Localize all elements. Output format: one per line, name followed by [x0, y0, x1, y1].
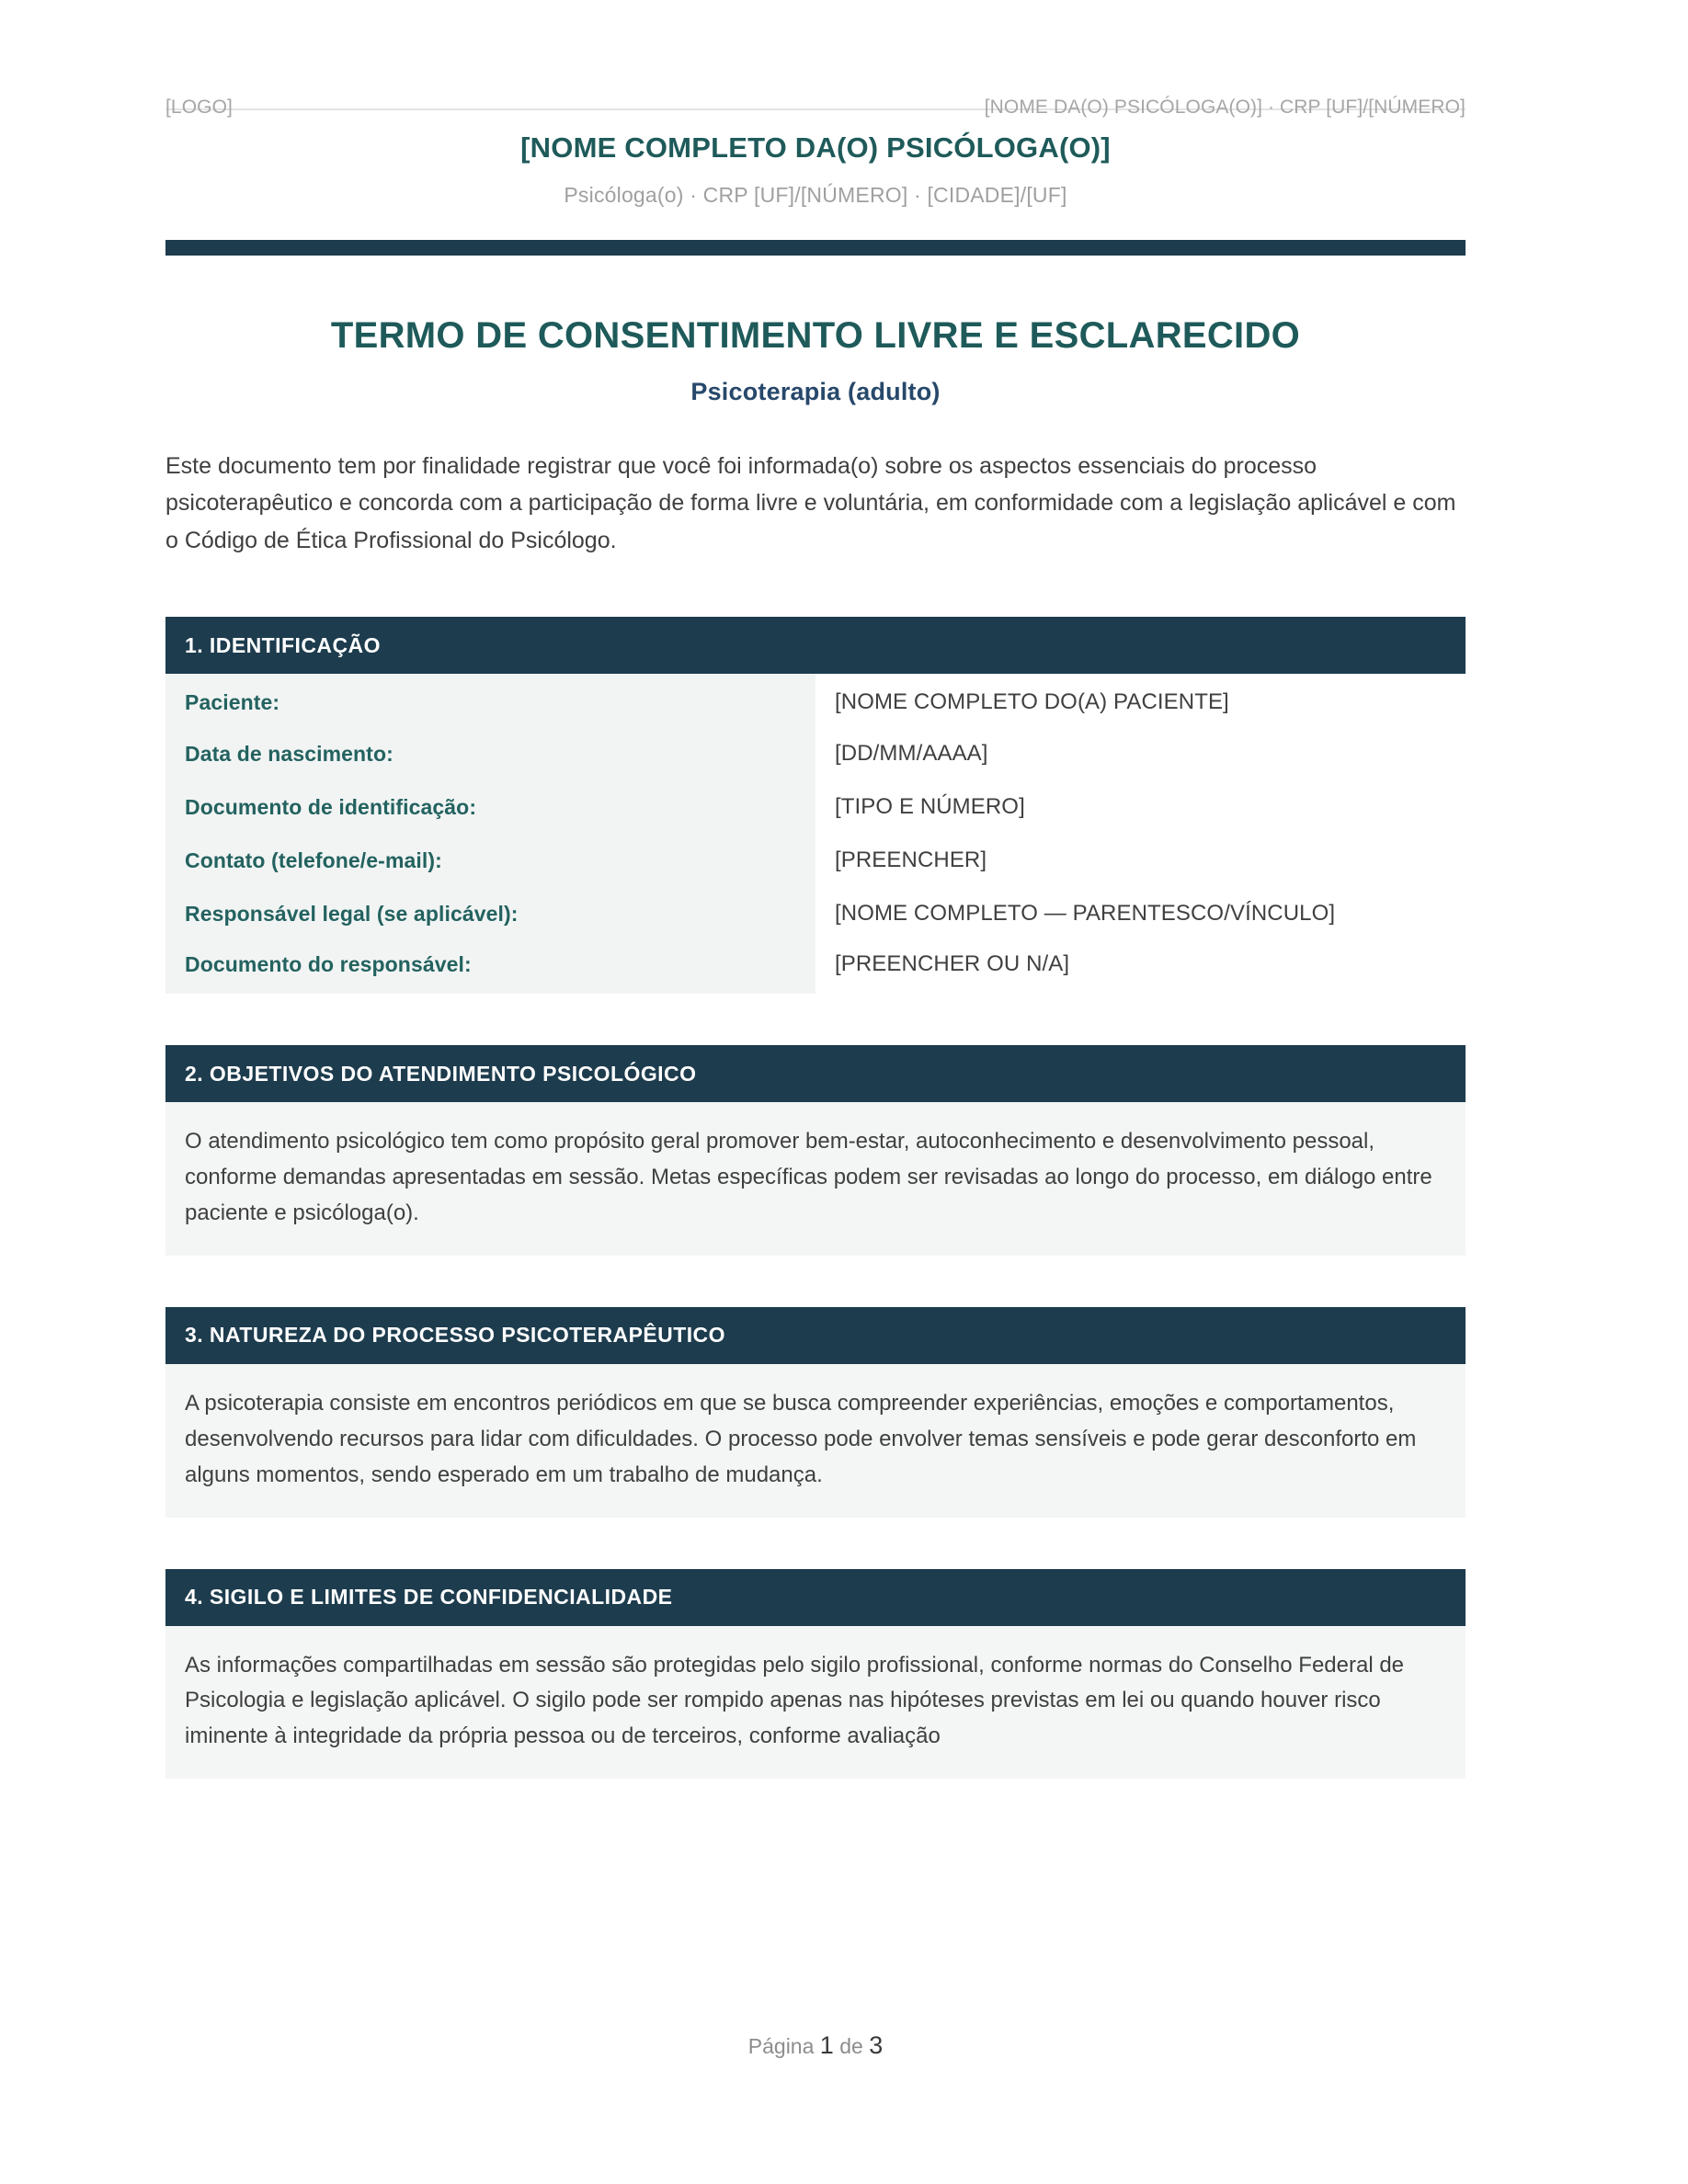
row-label: Documento do responsável: [165, 940, 815, 994]
row-value[interactable]: [DD/MM/AAAA] [815, 727, 1466, 780]
section-sigilo [165, 1569, 1466, 1780]
section-paragraph: As informações compartilhadas em sessão são protegidas pelo sigilo profissional, conforme normas do Conselho Federal de Psicologia e legislação aplicável. O sigilo pode ser rompido apenas nas hipóteses previstas em lei ou quando houver risco iminente à integridade da própria pessoa ou de terceiros, conforme avaliação [185, 1652, 1405, 1749]
spacer [165, 1518, 1466, 1569]
section-heading-label: 2. OBJETIVOS DO ATENDIMENTO PSICOLÓGICO [185, 1061, 697, 1086]
section-identificacao [165, 617, 1466, 994]
table-row [165, 940, 1466, 994]
row-value[interactable]: [PREENCHER OU N/A] [815, 940, 1466, 994]
brand-accent-bar [165, 240, 1466, 256]
section-paragraph: A psicoterapia consiste em encontros periódicos em que se busca compreender experiências, emoções e comportamentos, desenvolvendo recursos para lidar com dificuldades. O processo pode envolver temas sensíveis e pode gerar desconforto em alguns momentos, sendo esperado em um trabalho de mudança. [185, 1390, 1417, 1487]
running-header [165, 0, 1466, 118]
spacer [165, 1256, 1466, 1307]
document-title: TERMO DE CONSENTIMENTO LIVRE E ESCLARECIDO [330, 314, 1301, 356]
table-row [165, 674, 1466, 727]
document-title-block [165, 256, 1466, 406]
section-body-sigilo [165, 1626, 1466, 1780]
section-natureza [165, 1307, 1466, 1518]
section-objetivos [165, 1045, 1466, 1256]
section-heading-label: 4. SIGILO E LIMITES DE CONFIDENCIALIDADE [185, 1585, 673, 1609]
table-row [165, 727, 1466, 780]
table-row [165, 780, 1466, 834]
section-paragraph: O atendimento psicológico tem como propósito geral promover bem-estar, autoconhecimento e desenvolvimento pessoal, conforme demandas apresentadas em sessão. Metas específicas podem ser revisadas ao longo do processo, em diálogo entre paciente e psicóloga(o). [185, 1129, 1432, 1225]
footer-middle: de [833, 2034, 870, 2058]
section-body-objetivos [165, 1102, 1466, 1256]
section-body-natureza [165, 1364, 1466, 1518]
row-label: Data de nascimento: [165, 727, 815, 780]
running-header-meta: [NOME DA(O) PSICÓLOGA(O)] · CRP [UF]/[NÚMERO] [984, 97, 1466, 118]
section-header-sigilo [165, 1569, 1466, 1626]
row-value[interactable]: [NOME COMPLETO DO(A) PACIENTE] [815, 674, 1466, 727]
section-heading-label: 3. NATUREZA DO PROCESSO PSICOTERAPÊUTICO [185, 1323, 725, 1348]
practitioner-name: [NOME COMPLETO DA(O) PSICÓLOGA(O)] [520, 131, 1111, 164]
row-label: Responsável legal (se aplicável): [165, 887, 815, 940]
intro-paragraph: Este documento tem por finalidade registrar que você foi informada(o) sobre os aspectos essenciais do processo psicoterapêutico e concorda com a participação de forma livre e voluntária, em conformidade com a legislação aplicável e com o Código de Ética Profissional do Psicólogo. [165, 452, 1456, 553]
row-label: Paciente: [165, 674, 815, 727]
page-content-area [165, 0, 1466, 2184]
identification-table [165, 674, 1466, 994]
footer-total-pages: 3 [869, 2031, 884, 2059]
practitioner-credentials: Psicóloga(o) · CRP [UF]/[NÚMERO] · [CIDADE]/[UF] [564, 182, 1067, 207]
page-footer [165, 2031, 1466, 2060]
row-value[interactable]: [NOME COMPLETO — PARENTESCO/VÍNCULO] [815, 887, 1466, 940]
table-row [165, 887, 1466, 940]
row-value[interactable]: [TIPO E NÚMERO] [815, 780, 1466, 834]
section-header-natureza [165, 1307, 1466, 1364]
identification-table-body [165, 674, 1466, 994]
section-header-identificacao [165, 617, 1466, 674]
table-row [165, 834, 1466, 887]
spacer [165, 994, 1466, 1045]
logo-placeholder: [LOGO] [165, 97, 233, 118]
document-subtitle: Psicoterapia (adulto) [690, 377, 941, 405]
section-heading-label: 1. IDENTIFICAÇÃO [185, 632, 381, 657]
row-label: Documento de identificação: [165, 780, 815, 834]
row-label: Contato (telefone/e-mail): [165, 834, 815, 887]
footer-current-page: 1 [819, 2031, 834, 2059]
footer-prefix: Página [747, 2034, 820, 2058]
row-value[interactable]: [PREENCHER] [815, 834, 1466, 887]
letterhead [165, 110, 1466, 208]
spacer [165, 582, 1466, 617]
section-header-objetivos [165, 1045, 1466, 1102]
